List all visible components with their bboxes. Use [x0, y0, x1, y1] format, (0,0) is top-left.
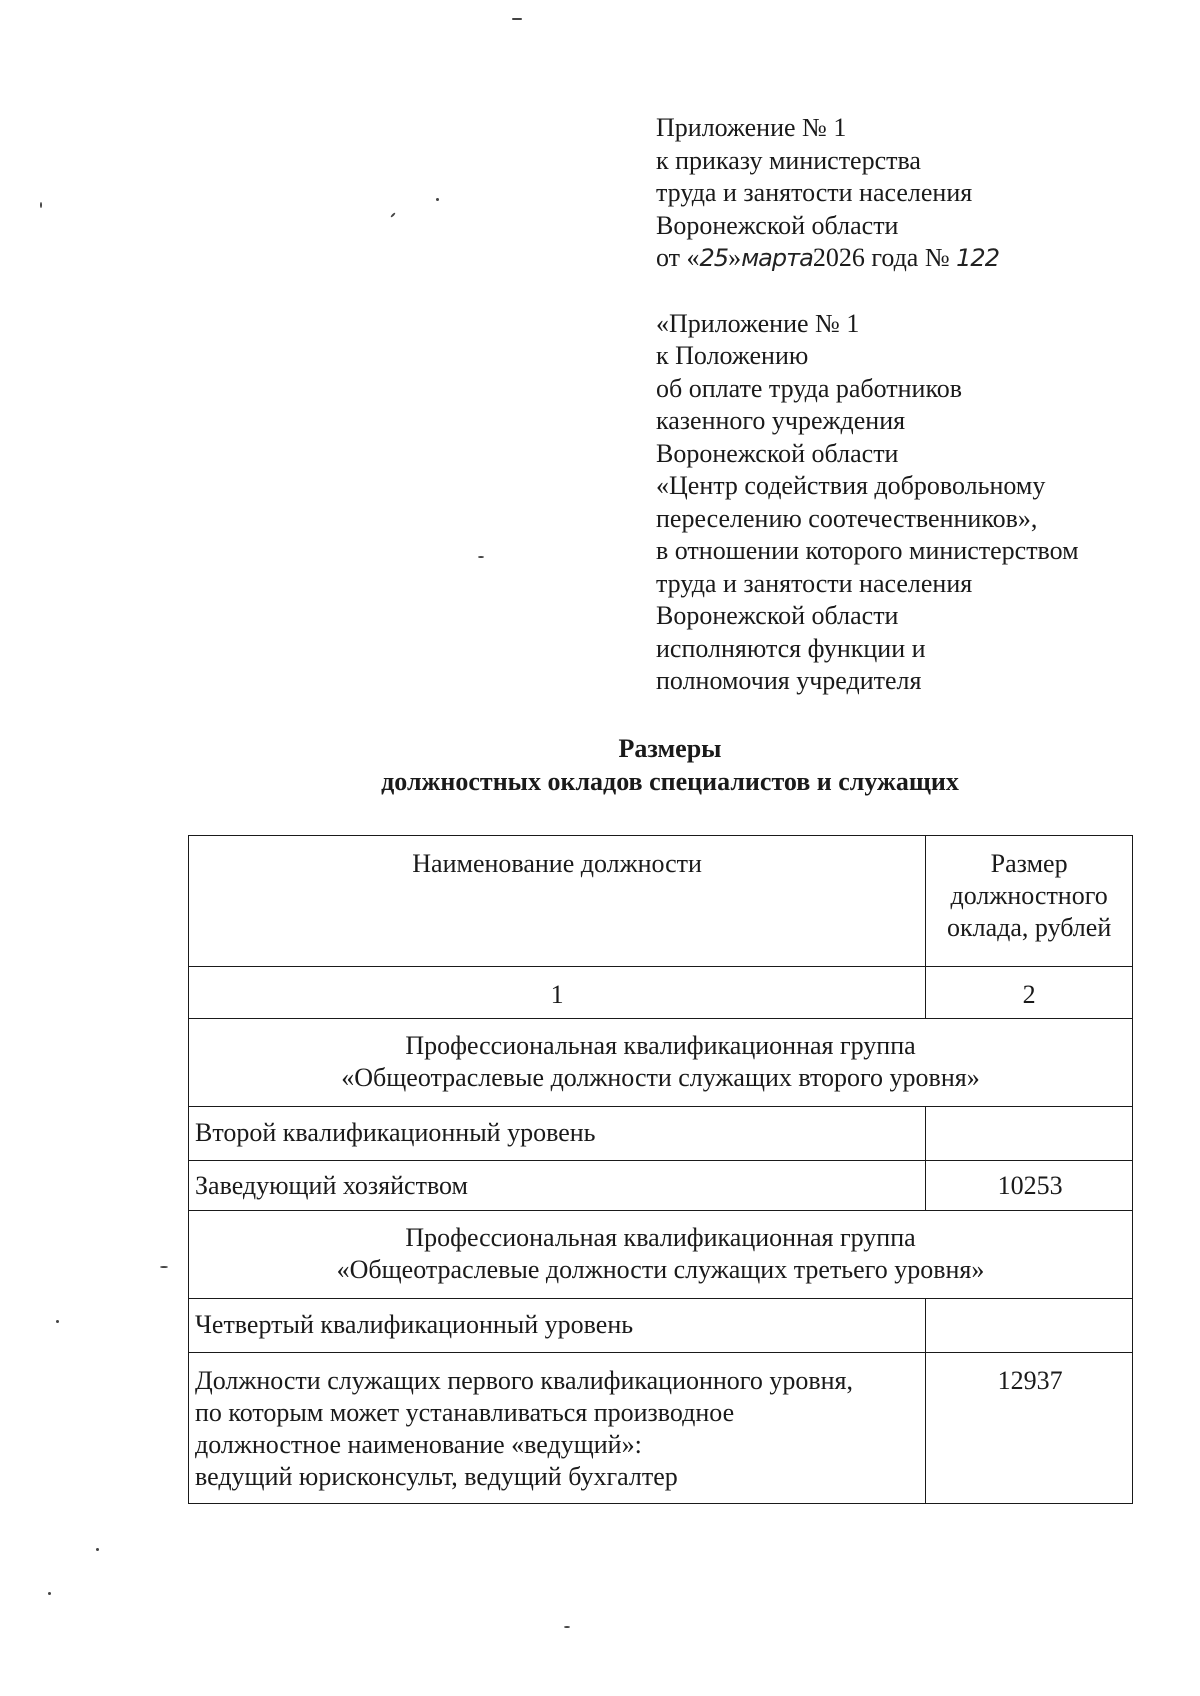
- position-line: Должности служащих первого квалификационного уровня,: [195, 1366, 853, 1395]
- order-prefix: от «: [656, 243, 700, 272]
- regulation-line: «Приложение № 1: [656, 308, 860, 338]
- column-number: 2: [926, 967, 1133, 1019]
- group-title-line: «Общеотраслевые должности служащих второго уровня»: [341, 1063, 980, 1092]
- handwritten-day: 25: [699, 244, 729, 272]
- group-row: [189, 1019, 1133, 1107]
- salary-table: [188, 835, 1133, 1504]
- level-row: [189, 1299, 1133, 1353]
- level-salary-empty: [926, 1107, 1133, 1161]
- group-title: [189, 1019, 1133, 1107]
- table-row: [189, 1353, 1133, 1504]
- regulation-line: переселению соотечественников»,: [656, 503, 1038, 533]
- table-row: [189, 1161, 1133, 1211]
- position-line: по которым может устанавливаться производное: [195, 1398, 735, 1427]
- regulation-line: казенного учреждения: [656, 406, 906, 435]
- level-salary-empty: [926, 1299, 1133, 1353]
- level-row: [189, 1107, 1133, 1161]
- scan-speck: [40, 202, 42, 208]
- group-title-line: Профессиональная квалификационная группа: [405, 1223, 916, 1252]
- group-title-line: «Общеотраслевые должности служащих третьего уровня»: [336, 1255, 985, 1284]
- position-salary: 10253: [926, 1161, 1133, 1211]
- order-date-line: [656, 242, 1079, 275]
- scan-speck: [564, 1626, 570, 1628]
- appendix-line: к приказу министерства: [656, 145, 921, 175]
- scan-speck: [56, 1320, 59, 1323]
- column-number-row: [189, 967, 1133, 1019]
- appendix-line: Приложение № 1: [656, 113, 847, 142]
- position-line: должностное наименование «ведущий»:: [195, 1430, 642, 1459]
- column-number: 1: [189, 967, 926, 1019]
- scan-speck: [96, 1548, 99, 1551]
- group-title-line: Профессиональная квалификационная группа: [405, 1031, 916, 1060]
- position-name: [189, 1353, 926, 1504]
- regulation-line: «Центр содействия добровольному: [656, 471, 1046, 500]
- regulation-line: исполняются функции и: [656, 633, 926, 663]
- group-title: [189, 1211, 1133, 1299]
- scan-speck: [48, 1592, 51, 1595]
- scan-speck: [436, 198, 439, 201]
- salary-header-line: должностного: [950, 881, 1108, 910]
- order-year: 2026 года №: [812, 243, 957, 272]
- handwritten-number: 122: [956, 244, 999, 272]
- regulation-line: труда и занятости населения: [656, 568, 973, 598]
- salary-header-line: оклада, рублей: [947, 913, 1112, 942]
- order-mid: »: [728, 243, 742, 272]
- appendix-header: [656, 112, 1079, 698]
- regulation-line: Воронежской области: [656, 601, 899, 630]
- regulation-line: полномочия учредителя: [656, 666, 922, 695]
- level-name: Второй квалификационный уровень: [189, 1107, 926, 1161]
- scan-speck: [390, 212, 396, 218]
- handwritten-month: марта: [741, 244, 813, 272]
- salary-header-line: Размер: [990, 849, 1068, 878]
- appendix-line: труда и занятости населения: [656, 178, 973, 207]
- regulation-line: в отношении которого министерством: [656, 536, 1079, 565]
- position-name: Заведующий хозяйством: [189, 1161, 926, 1211]
- document-subtitle: должностных окладов специалистов и служащих: [381, 767, 959, 796]
- table-header-row: [189, 836, 1133, 967]
- group-row: [189, 1211, 1133, 1299]
- regulation-line: Воронежской области: [656, 438, 899, 468]
- level-name: Четвертый квалификационный уровень: [189, 1299, 926, 1353]
- regulation-line: об оплате труда работников: [656, 373, 963, 403]
- position-line: ведущий юрисконсульт, ведущий бухгалтер: [195, 1462, 678, 1491]
- position-salary: 12937: [926, 1353, 1133, 1504]
- scan-speck: [478, 556, 484, 558]
- column-header-name: Наименование должности: [189, 836, 926, 967]
- scan-speck: [160, 1266, 168, 1268]
- scan-speck: [512, 18, 522, 20]
- document-title: Размеры: [618, 734, 722, 763]
- regulation-line: к Положению: [656, 341, 809, 370]
- column-header-salary: [926, 836, 1133, 967]
- appendix-line: Воронежской области: [656, 210, 899, 240]
